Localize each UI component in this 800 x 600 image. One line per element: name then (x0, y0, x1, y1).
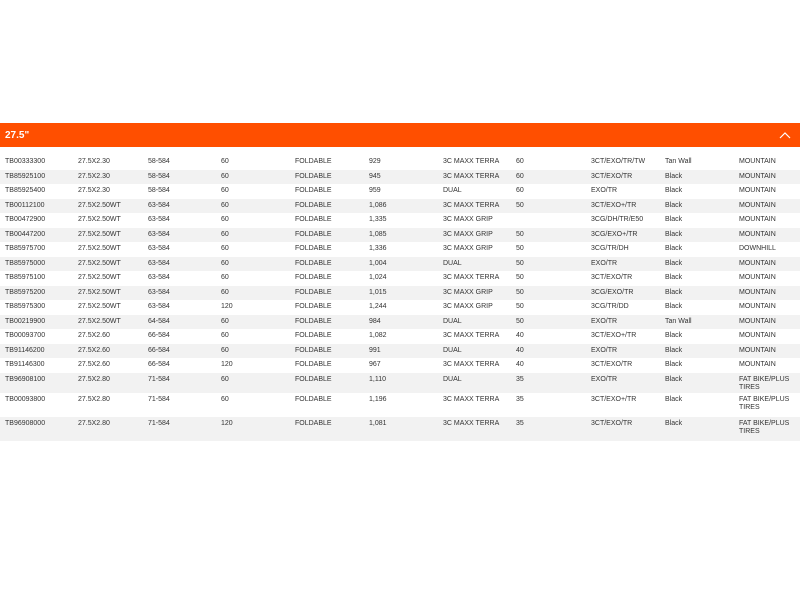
cell-size: 27.5X2.30 (78, 187, 110, 194)
cell-weight: 1,335 (369, 216, 387, 223)
cell-sidewall: Black (665, 344, 739, 359)
cell-size: 27.5X2.80 (78, 417, 148, 441)
table-row (0, 315, 800, 330)
cell-max-psi: 40 (516, 361, 524, 368)
table-row (0, 199, 800, 214)
cell-bead: FOLDABLE (295, 395, 332, 403)
cell-weight: 1,244 (369, 303, 387, 310)
cell-max-psi (516, 213, 591, 228)
cell-etrto: 64-584 (148, 315, 221, 330)
cell-bead: FOLDABLE (295, 216, 332, 223)
cell-compound: 3C MAXX GRIP (443, 245, 493, 252)
cell-part-number: TB85975700 (5, 245, 46, 252)
table-row (0, 170, 800, 185)
cell-sidewall: Black (665, 245, 683, 252)
cell-max-psi: 60 (516, 158, 524, 165)
cell-tpi: 60 (221, 216, 229, 223)
cell-compound: 3C MAXX TERRA (443, 170, 516, 185)
cell-bead: FOLDABLE (295, 286, 369, 301)
cell-compound: 3C MAXX TERRA (443, 395, 500, 403)
cell-etrto: 63-584 (148, 274, 170, 281)
cell-tpi: 60 (221, 274, 229, 281)
cell-tpi: 120 (221, 303, 233, 310)
cell-sidewall: Black (665, 332, 683, 339)
cell-part-number: TB00112100 (0, 199, 78, 214)
cell-compound: DUAL (443, 344, 516, 359)
cell-category: MOUNTAIN (739, 274, 776, 281)
cell-sidewall: Tan Wall (665, 158, 692, 165)
cell-category: MOUNTAIN (739, 344, 800, 359)
cell-size: 27.5X2.50WT (78, 274, 121, 281)
cell-category: MOUNTAIN (739, 199, 800, 214)
cell-category: MOUNTAIN (739, 257, 800, 272)
cell-bead: FOLDABLE (295, 228, 369, 243)
cell-etrto: 71-584 (148, 395, 170, 403)
cell-part-number: TB85975100 (5, 274, 46, 281)
cell-category: FAT BIKE/PLUS TIRES (739, 373, 800, 393)
cell-etrto: 71-584 (148, 373, 221, 393)
cell-weight: 1,015 (369, 286, 443, 301)
cell-category: MOUNTAIN (739, 158, 776, 165)
cell-tpi: 60 (221, 332, 229, 339)
cell-technology: 3CT/EXO+/TR (591, 395, 637, 403)
cell-max-psi: 50 (516, 315, 591, 330)
cell-weight: 991 (369, 344, 443, 359)
cell-tpi: 60 (221, 257, 295, 272)
cell-tpi: 60 (221, 286, 295, 301)
cell-sidewall: Black (665, 417, 739, 441)
cell-compound: DUAL (443, 315, 516, 330)
cell-size: 27.5X2.50WT (78, 303, 121, 310)
table-row (0, 393, 800, 417)
cell-max-psi: 50 (516, 286, 591, 301)
cell-part-number: TB91146300 (5, 361, 45, 368)
cell-weight: 984 (369, 315, 443, 330)
cell-technology: 3CT/EXO+/TR (591, 332, 637, 339)
cell-technology: 3CT/EXO/TR (591, 170, 665, 185)
cell-sidewall: Black (665, 373, 739, 393)
section-header-27-5[interactable] (0, 123, 800, 147)
cell-tpi: 60 (221, 373, 295, 393)
cell-etrto: 58-584 (148, 170, 221, 185)
cell-weight: 1,004 (369, 257, 443, 272)
cell-category: MOUNTAIN (739, 187, 776, 194)
cell-technology: 3CG/TR/DD (591, 303, 629, 310)
table-row (0, 271, 800, 286)
cell-technology: EXO/TR (591, 373, 665, 393)
cell-compound: 3C MAXX TERRA (443, 158, 500, 165)
cell-compound: 3C MAXX GRIP (443, 303, 493, 310)
cell-max-psi: 40 (516, 332, 524, 339)
cell-weight: 1,082 (369, 332, 387, 339)
cell-size: 27.5X2.30 (78, 158, 110, 165)
cell-bead: FOLDABLE (295, 199, 369, 214)
cell-size: 27.5X2.50WT (78, 228, 148, 243)
cell-size: 27.5X2.80 (78, 373, 148, 393)
cell-category: MOUNTAIN (739, 170, 800, 185)
cell-category: MOUNTAIN (739, 228, 800, 243)
cell-etrto: 63-584 (148, 286, 221, 301)
cell-technology: 3CG/EXO+/TR (591, 228, 665, 243)
cell-technology: 3CT/EXO/TR (591, 361, 633, 368)
cell-bead: FOLDABLE (295, 332, 332, 339)
cell-part-number: TB00333300 (5, 158, 46, 165)
cell-technology: 3CT/EXO/TR (591, 274, 633, 281)
cell-bead: FOLDABLE (295, 315, 369, 330)
cell-weight: 1,085 (369, 228, 443, 243)
cell-category: MOUNTAIN (739, 216, 776, 223)
cell-part-number: TB00093800 (5, 395, 46, 403)
cell-weight: 1,110 (369, 373, 443, 393)
cell-max-psi: 40 (516, 344, 591, 359)
cell-tpi: 120 (221, 361, 233, 368)
table-row (0, 344, 800, 359)
cell-compound: 3C MAXX TERRA (443, 417, 516, 441)
cell-etrto: 71-584 (148, 417, 221, 441)
cell-category: MOUNTAIN (739, 315, 800, 330)
cell-technology: 3CT/EXO/TR/TW (591, 158, 646, 165)
cell-tpi: 60 (221, 315, 295, 330)
cell-technology: 3CG/TR/DH (591, 245, 629, 252)
cell-etrto: 66-584 (148, 344, 221, 359)
table-row (0, 228, 800, 243)
cell-technology: 3CT/EXO+/TR (591, 199, 665, 214)
cell-bead: FOLDABLE (295, 245, 332, 252)
cell-part-number: TB91146200 (0, 344, 78, 359)
cell-weight: 945 (369, 170, 443, 185)
cell-technology: 3CT/EXO/TR (591, 417, 665, 441)
cell-bead: FOLDABLE (295, 344, 369, 359)
cell-bead: FOLDABLE (295, 187, 332, 194)
cell-tpi: 60 (221, 228, 295, 243)
cell-max-psi: 50 (516, 274, 524, 281)
cell-etrto: 58-584 (148, 187, 170, 194)
cell-part-number: TB96908000 (0, 417, 78, 441)
cell-weight: 1,336 (369, 245, 387, 252)
cell-sidewall: Black (665, 187, 683, 194)
table-row (0, 257, 800, 272)
cell-sidewall: Black (665, 199, 739, 214)
cell-part-number: TB85975200 (0, 286, 78, 301)
cell-max-psi: 60 (516, 187, 524, 194)
cell-category: FAT BIKE/PLUS TIRES (739, 395, 790, 411)
cell-sidewall: Black (665, 257, 739, 272)
cell-compound: 3C MAXX GRIP (443, 216, 493, 223)
cell-size: 27.5X2.50WT (78, 199, 148, 214)
cell-category: MOUNTAIN (739, 332, 776, 339)
cell-bead: FOLDABLE (295, 257, 369, 272)
cell-sidewall: Black (665, 395, 683, 403)
cell-category: MOUNTAIN (739, 286, 800, 301)
cell-part-number: TB85925400 (5, 187, 46, 194)
cell-bead: FOLDABLE (295, 274, 332, 281)
cell-sidewall: Black (665, 216, 683, 223)
cell-weight: 959 (369, 187, 381, 194)
table-row (0, 358, 800, 373)
table-row (0, 242, 800, 257)
cell-tpi: 120 (221, 417, 295, 441)
cell-weight: 1,086 (369, 199, 443, 214)
cell-part-number: TB85975000 (0, 257, 78, 272)
cell-max-psi: 50 (516, 245, 524, 252)
cell-technology: 3CG/EXO/TR (591, 286, 665, 301)
cell-etrto: 63-584 (148, 303, 170, 310)
cell-max-psi: 50 (516, 228, 591, 243)
cell-etrto: 63-584 (148, 228, 221, 243)
cell-compound: 3C MAXX GRIP (443, 228, 516, 243)
cell-category: DOWNHILL (739, 245, 776, 252)
table-row (0, 155, 800, 170)
cell-technology: EXO/TR (591, 315, 665, 330)
cell-part-number: TB85975300 (5, 303, 46, 310)
cell-etrto: 63-584 (148, 245, 170, 252)
cell-tpi: 60 (221, 199, 295, 214)
cell-category: FAT BIKE/PLUS TIRES (739, 417, 800, 441)
cell-size: 27.5X2.50WT (78, 315, 148, 330)
cell-bead: FOLDABLE (295, 373, 369, 393)
cell-part-number: TB00472900 (5, 216, 46, 223)
cell-part-number: TB85925100 (0, 170, 78, 185)
table-row (0, 184, 800, 199)
cell-sidewall: Black (665, 274, 683, 281)
cell-compound: 3C MAXX TERRA (443, 199, 516, 214)
cell-compound: 3C MAXX TERRA (443, 361, 500, 368)
chevron-up-icon[interactable] (778, 128, 792, 142)
cell-sidewall: Black (665, 303, 683, 310)
cell-weight: 929 (369, 158, 381, 165)
table-row (0, 213, 800, 228)
cell-etrto: 63-584 (148, 257, 221, 272)
tire-spec-table (0, 155, 800, 441)
cell-category: MOUNTAIN (739, 303, 776, 310)
cell-bead: FOLDABLE (295, 170, 369, 185)
cell-tpi: 60 (221, 245, 229, 252)
cell-max-psi: 50 (516, 257, 591, 272)
cell-sidewall: Black (665, 286, 739, 301)
cell-category: MOUNTAIN (739, 361, 776, 368)
cell-max-psi: 50 (516, 199, 591, 214)
cell-max-psi: 35 (516, 417, 591, 441)
cell-technology: EXO/TR (591, 257, 665, 272)
table-row (0, 286, 800, 301)
cell-part-number: TB00093700 (5, 332, 46, 339)
cell-tpi: 60 (221, 158, 229, 165)
cell-weight: 1,196 (369, 395, 387, 403)
cell-compound: 3C MAXX TERRA (443, 332, 500, 339)
cell-max-psi: 50 (516, 303, 524, 310)
cell-bead: FOLDABLE (295, 158, 332, 165)
cell-compound: 3C MAXX GRIP (443, 286, 516, 301)
cell-tpi: 60 (221, 170, 295, 185)
cell-size: 27.5X2.50WT (78, 286, 148, 301)
cell-tpi: 60 (221, 395, 229, 403)
cell-max-psi: 35 (516, 395, 524, 403)
cell-size: 27.5X2.60 (78, 332, 110, 339)
cell-max-psi: 60 (516, 170, 591, 185)
cell-compound: DUAL (443, 257, 516, 272)
cell-part-number: TB00447200 (0, 228, 78, 243)
cell-compound: 3C MAXX TERRA (443, 274, 500, 281)
cell-part-number: TB00219900 (0, 315, 78, 330)
cell-size: 27.5X2.50WT (78, 245, 121, 252)
cell-size: 27.5X2.60 (78, 344, 148, 359)
cell-etrto: 58-584 (148, 158, 170, 165)
cell-size: 27.5X2.80 (78, 395, 110, 403)
cell-tpi: 60 (221, 344, 295, 359)
cell-size: 27.5X2.30 (78, 170, 148, 185)
table-row (0, 300, 800, 315)
cell-size: 27.5X2.60 (78, 361, 110, 368)
cell-size: 27.5X2.50WT (78, 216, 121, 223)
cell-sidewall: Black (665, 361, 683, 368)
cell-technology: EXO/TR (591, 344, 665, 359)
cell-bead: FOLDABLE (295, 417, 369, 441)
cell-compound: DUAL (443, 187, 462, 194)
cell-technology: EXO/TR (591, 187, 618, 194)
cell-technology: 3CG/DH/TR/E50 (591, 216, 644, 223)
cell-bead: FOLDABLE (295, 361, 332, 368)
cell-weight: 1,024 (369, 274, 387, 281)
cell-etrto: 63-584 (148, 216, 170, 223)
table-row (0, 373, 800, 393)
cell-weight: 967 (369, 361, 381, 368)
cell-sidewall: Black (665, 228, 739, 243)
cell-etrto: 66-584 (148, 361, 170, 368)
cell-sidewall: Tan Wall (665, 315, 739, 330)
cell-part-number: TB96908100 (0, 373, 78, 393)
cell-size: 27.5X2.50WT (78, 257, 148, 272)
cell-max-psi: 35 (516, 373, 591, 393)
cell-tpi: 60 (221, 187, 229, 194)
cell-compound: DUAL (443, 373, 516, 393)
cell-weight: 1,081 (369, 417, 443, 441)
cell-sidewall: Black (665, 170, 739, 185)
table-row (0, 329, 800, 344)
table-row (0, 417, 800, 441)
cell-bead: FOLDABLE (295, 303, 332, 310)
cell-etrto: 66-584 (148, 332, 170, 339)
cell-etrto: 63-584 (148, 199, 221, 214)
section-title: 27.5" (5, 129, 30, 141)
